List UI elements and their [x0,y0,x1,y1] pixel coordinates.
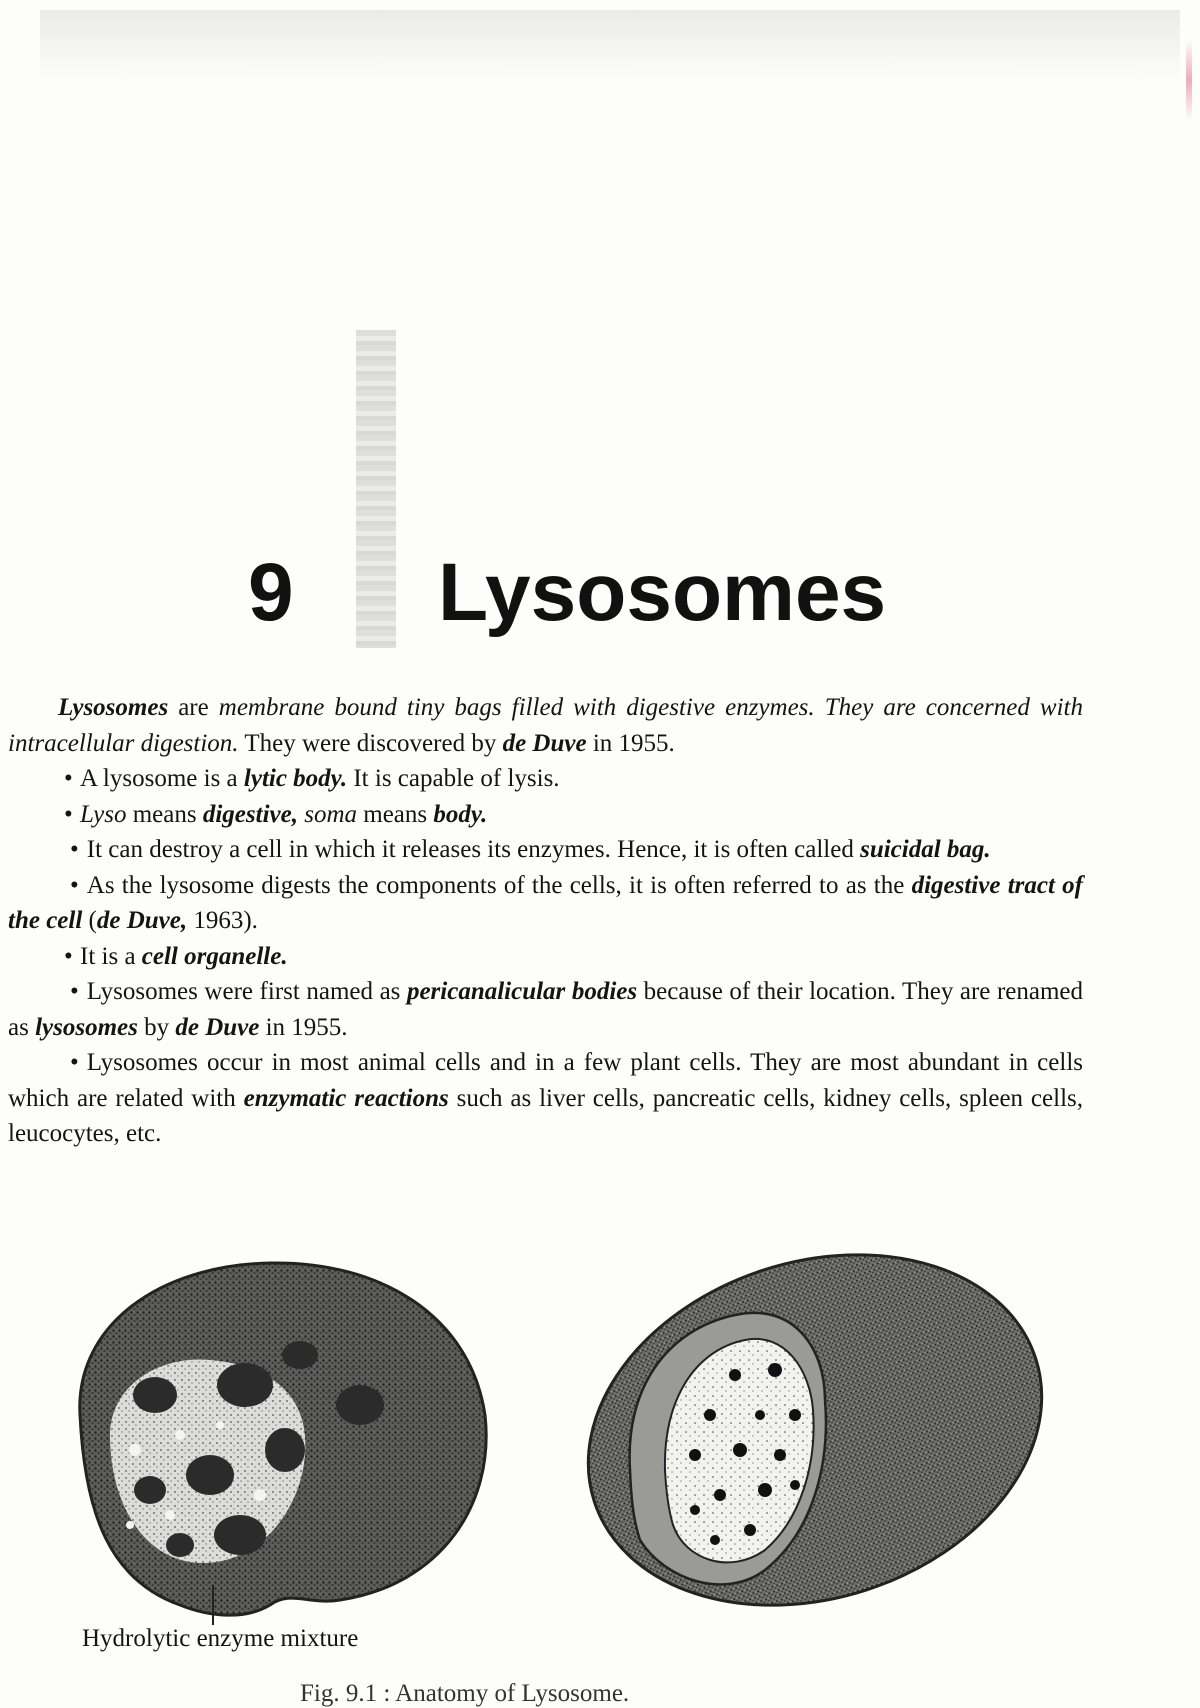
term-span: lytic body. [243,765,348,792]
text-span: Lysosomes were first named as [86,978,407,1005]
figure-caption: Fig. 9.1 : Anatomy of Lysosome. [300,1680,630,1707]
text-span: They were discovered by [238,729,503,757]
bullet-dot: • [70,1049,79,1076]
text-span: means [126,800,203,828]
author-name: de Duve, [96,907,188,934]
scan-top-shade [40,10,1180,80]
term-span: Lyso [80,800,127,828]
intro-paragraph [8,690,1083,761]
author-name: de Duve [502,729,587,757]
chapter-title: Lysosomes [438,547,887,638]
bullet-dot: • [70,871,79,899]
bullet-item [8,974,1083,1045]
bullet-item [8,832,1083,868]
text-span: It can destroy a cell in which it releases its enzymes. Hence, it is often called [86,836,861,863]
text-span: A lysosome is a [80,765,244,792]
bullet-dot: • [70,836,79,863]
text-span: such as liver cells, pancreatic cells, kidney cells, spleen cells, leucocytes, etc. [8,1084,1083,1147]
bullet-item [8,761,1083,797]
text-span: As the lysosome digests the components of the cells, it is often referred to as the [86,871,912,899]
text-span: in 1955. [259,1013,348,1041]
term-span: lysosomes [35,1013,138,1041]
bullet-item [8,868,1083,939]
bullet-item [8,1045,1083,1152]
text-span: means [357,800,434,828]
text-span: Lysosomes occur in most animal cells and in a few plant cells. They are most abundant in cells which are related with [8,1049,1083,1112]
bullet-dot: • [70,978,79,1005]
text-span: It is capable of lysis. [347,765,560,792]
bullet-item [8,939,1083,975]
scan-edge-mark [1186,40,1192,120]
body-text [8,690,1083,1152]
term-span: digestive, [202,800,298,828]
term-span: digestive tract of the cell [8,871,1083,934]
term-span: suicidal bag. [860,836,991,863]
text-span: 1963). [187,907,258,934]
chapter-number: 9 [248,547,294,638]
term-span: body. [433,800,488,828]
text-span: in 1955. [586,729,675,757]
text-span: because of their location. They are renamed as [8,978,1084,1041]
chapter-decor-stripe [356,330,396,648]
text-span: ( [82,907,97,934]
text-span: by [137,1013,176,1041]
bullet-item [8,797,1083,833]
term-span: pericanalicular bodies [406,978,638,1005]
lysosome-figure-left [40,1245,500,1625]
text-span: are [168,694,219,721]
figure-label: Hydrolytic enzyme mixture [82,1625,359,1652]
lysosome-figure-right [565,1240,1050,1625]
author-name: de Duve [175,1013,260,1041]
term-lysosomes: Lysosomes [58,694,169,721]
text-span: It is a [80,942,142,970]
term-span: enzymatic reactions [243,1084,449,1112]
definition-span: membrane bound tiny bags filled with digestive enzymes. They are concerned with intracellular digestion. [8,694,1083,757]
term-span: soma [304,800,358,828]
term-span: cell organelle. [141,942,288,970]
